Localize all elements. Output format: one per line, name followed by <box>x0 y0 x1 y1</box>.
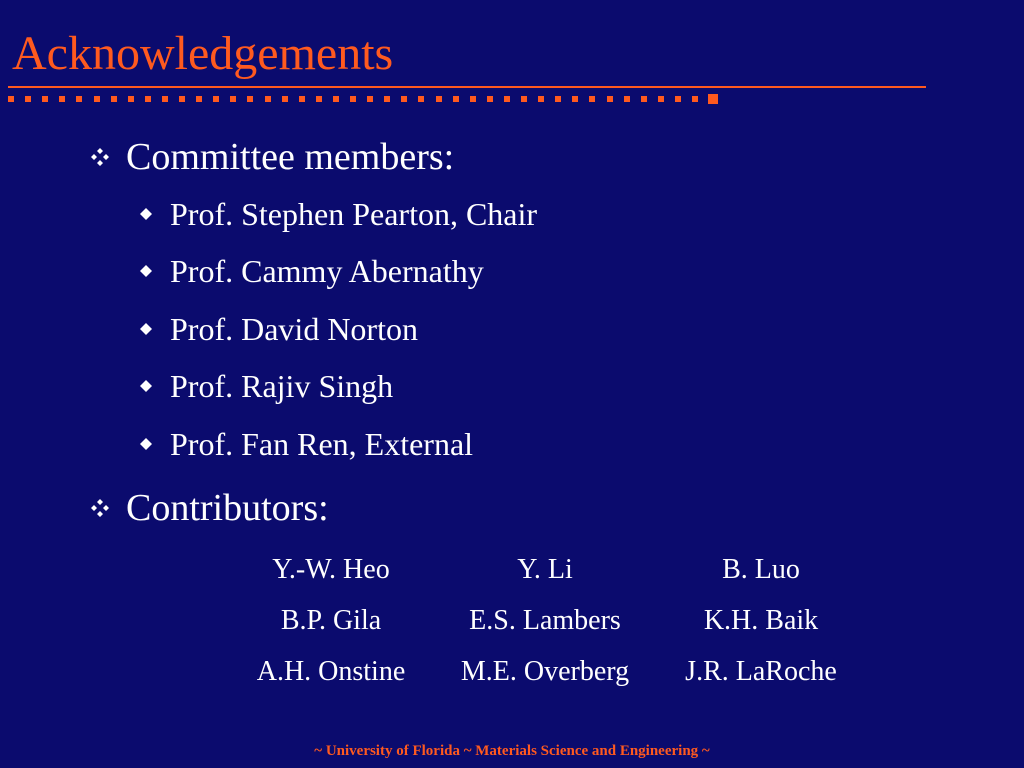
decorative-dot <box>196 96 202 102</box>
committee-member-text: Prof. Stephen Pearton, Chair <box>170 196 538 232</box>
contributors-row <box>230 595 870 646</box>
committee-member-text: Prof. Fan Ren, External <box>170 426 474 462</box>
decorative-dot <box>247 96 253 102</box>
decorative-dot <box>521 96 527 102</box>
contributor-name: Y.-W. Heo <box>272 553 390 585</box>
decorative-dot <box>94 96 100 102</box>
slide-footer: ~ University of Florida ~ Materials Science and Engineering ~ <box>314 743 710 759</box>
decorative-dot <box>658 96 664 102</box>
decorative-dot <box>145 96 151 102</box>
decorative-dot <box>299 96 305 102</box>
decorative-dot <box>384 96 390 102</box>
committee-member-text: Prof. David Norton <box>170 311 418 347</box>
decorative-dot <box>692 96 698 102</box>
decorative-dot <box>350 96 356 102</box>
decorative-dot <box>453 96 459 102</box>
contributor-name: J.R. LaRoche <box>685 655 837 687</box>
decorative-dot <box>333 96 339 102</box>
decorative-dot <box>675 96 681 102</box>
contributor-name: Y. Li <box>517 553 573 585</box>
contributors-heading-text: Contributors: <box>126 487 329 529</box>
committee-member-item <box>140 424 473 464</box>
decorative-dot-end <box>708 94 718 104</box>
decorative-dot <box>316 96 322 102</box>
diamond-bullet-icon <box>140 208 170 220</box>
contributor-name: E.S. Lambers <box>469 604 621 636</box>
diamond-bullet-icon <box>140 438 170 450</box>
decorative-dot <box>25 96 31 102</box>
contributor-name: B. Luo <box>722 553 800 585</box>
four-diamond-bullet-icon <box>90 498 126 518</box>
decorative-dot <box>282 96 288 102</box>
decorative-dot <box>589 96 595 102</box>
decorative-dot <box>42 96 48 102</box>
diamond-bullet-icon <box>140 323 170 335</box>
decorative-dot <box>213 96 219 102</box>
decorative-dot <box>572 96 578 102</box>
title-underline <box>8 86 926 88</box>
decorative-dot <box>504 96 510 102</box>
decorative-dot <box>111 96 117 102</box>
decorative-dot <box>470 96 476 102</box>
contributor-name: M.E. Overberg <box>460 655 630 687</box>
decorative-dot <box>59 96 65 102</box>
committee-member-item <box>140 251 484 291</box>
contributors-heading <box>90 486 329 530</box>
contributors-grid <box>230 544 870 697</box>
committee-member-text: Prof. Cammy Abernathy <box>170 253 484 289</box>
slide-title: Acknowledgements <box>12 27 394 80</box>
decorative-dot <box>641 96 647 102</box>
contributor-name: A.H. Onstine <box>256 655 406 687</box>
diamond-bullet-icon <box>140 265 170 277</box>
decorative-dot <box>367 96 373 102</box>
contributor-name: B.P. Gila <box>280 604 382 636</box>
committee-member-item <box>140 194 537 234</box>
four-diamond-bullet-icon <box>90 147 126 167</box>
decorative-dot <box>538 96 544 102</box>
committee-member-text: Prof. Rajiv Singh <box>170 368 394 404</box>
contributor-name: K.H. Baik <box>703 604 819 636</box>
decorative-dot <box>418 96 424 102</box>
decorative-dot <box>128 96 134 102</box>
committee-heading <box>90 135 454 179</box>
decorative-dot <box>401 96 407 102</box>
decorative-dot <box>230 96 236 102</box>
decorative-dot <box>624 96 630 102</box>
decorative-dot <box>179 96 185 102</box>
committee-member-item <box>140 309 418 349</box>
decorative-dot <box>76 96 82 102</box>
decorative-dot-row <box>8 94 720 104</box>
decorative-dot <box>162 96 168 102</box>
decorative-dot <box>555 96 561 102</box>
contributors-row <box>230 544 870 595</box>
decorative-dot <box>607 96 613 102</box>
diamond-bullet-icon <box>140 380 170 392</box>
decorative-dot <box>8 96 14 102</box>
decorative-dot <box>436 96 442 102</box>
decorative-dot <box>487 96 493 102</box>
decorative-dot <box>265 96 271 102</box>
contributors-row <box>230 646 870 697</box>
committee-heading-text: Committee members: <box>126 136 455 178</box>
committee-member-item <box>140 366 393 406</box>
